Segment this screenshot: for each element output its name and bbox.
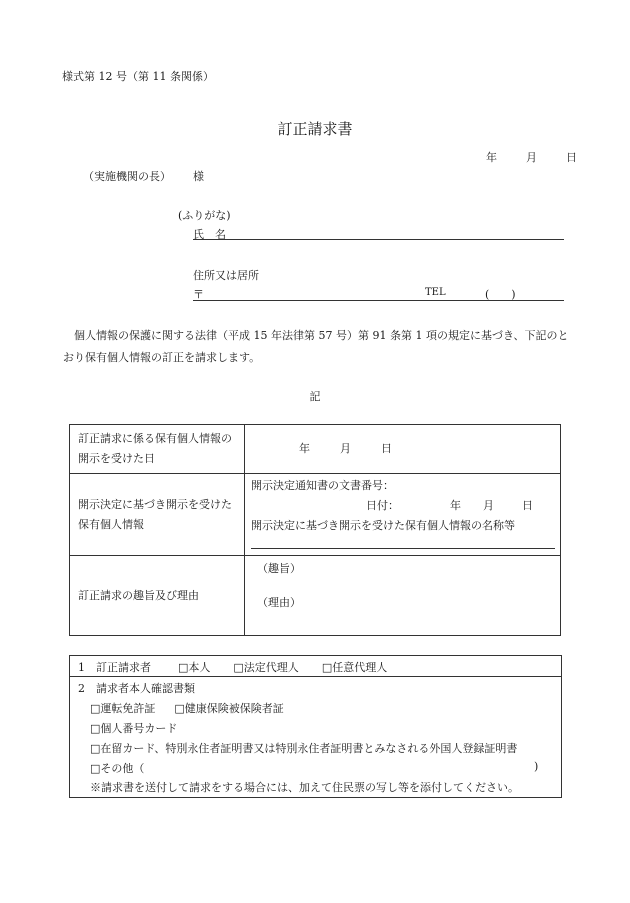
form-number: 様式第 12 号（第 11 条関係）: [62, 70, 214, 83]
table-row: [70, 474, 561, 556]
notice-year: 年: [450, 499, 461, 512]
disclosure-date-field[interactable]: [245, 425, 561, 474]
info-name-label: 開示決定に基づき開示を受けた保有個人情報の名称等: [251, 519, 515, 532]
address-label: 住所又は居所: [193, 269, 259, 282]
checkbox-self[interactable]: □本人: [178, 661, 211, 674]
purpose-reason-label: 訂正請求の趣旨及び理由: [70, 556, 245, 636]
notice-month: 月: [483, 499, 494, 512]
addressee-suffix: 様: [193, 170, 204, 183]
request-details-table: [69, 424, 561, 636]
name-field[interactable]: [193, 239, 564, 240]
doc-number-label: 開示決定通知書の文書番号：: [251, 479, 394, 492]
disclosed-info-field[interactable]: [245, 474, 561, 556]
requester-type-row: [78, 659, 387, 675]
requester-type-section: [69, 655, 562, 798]
notice-day: 日: [522, 499, 533, 512]
tel-area-code: ( ): [485, 288, 516, 301]
addressee: （実施機関の長）: [83, 170, 171, 183]
checkbox-legal-agent[interactable]: □法定代理人: [233, 661, 299, 674]
disclosed-info-label: 開示決定に基づき開示を受けた保有個人情報: [70, 474, 245, 556]
checkbox-health-insurance[interactable]: □健康保険被保険者証: [174, 702, 284, 715]
mail-note: ※請求書を送付して請求をする場合には、加えて住民票の写し等を添付してください。: [90, 781, 519, 794]
address-field[interactable]: [193, 300, 564, 301]
id-docs-label: 2 請求者本人確認書類: [78, 682, 195, 695]
checkbox-voluntary-agent[interactable]: □任意代理人: [321, 661, 388, 674]
notice-date-label: 日付：: [366, 499, 399, 512]
checkbox-my-number-card[interactable]: □個人番号カード: [90, 722, 178, 735]
checkbox-residence-card[interactable]: □在留カード、特別永住者証明書又は特別永住者証明書とみなされる外国人登録証明書: [90, 742, 518, 755]
disclosure-day: 日: [381, 442, 392, 455]
purpose-label: （趣旨）: [257, 562, 301, 575]
other-close-paren: ): [534, 760, 539, 773]
table-row: [70, 425, 561, 474]
notice-date: [251, 496, 552, 516]
date-month: 月: [526, 151, 537, 164]
checkbox-other[interactable]: □その他（: [90, 762, 145, 775]
checkbox-drivers-license[interactable]: □運転免許証: [90, 702, 156, 715]
id-docs-row1: [90, 700, 284, 716]
request-date: [486, 149, 577, 165]
info-name-line[interactable]: [251, 548, 555, 549]
name-label: 氏 名: [193, 228, 226, 241]
disclosure-month: 月: [340, 442, 351, 455]
disclosure-date-label: 訂正請求に係る保有個人情報の開示を受けた日: [70, 425, 245, 474]
requester-type-label: 1 訂正請求者: [78, 661, 151, 674]
ki-heading: 記: [309, 390, 321, 403]
postal-mark: 〒: [193, 288, 204, 301]
table-row: [70, 556, 561, 636]
date-day: 日: [566, 151, 577, 164]
tel-label: TEL: [425, 287, 446, 298]
furigana-label: (ふりがな): [178, 209, 231, 222]
reason-label: （理由）: [257, 596, 301, 609]
disclosure-year: 年: [299, 442, 310, 455]
section-divider: [70, 676, 561, 677]
date-year: 年: [486, 151, 497, 164]
purpose-reason-field[interactable]: [245, 556, 561, 636]
page-title: 訂正請求書: [277, 120, 353, 138]
request-statement: 個人情報の保護に関する法律（平成 15 年法律第 57 号）第 91 条第 1 項の規定に基づき、下記のとおり保有個人情報の訂正を請求します。: [63, 329, 569, 364]
